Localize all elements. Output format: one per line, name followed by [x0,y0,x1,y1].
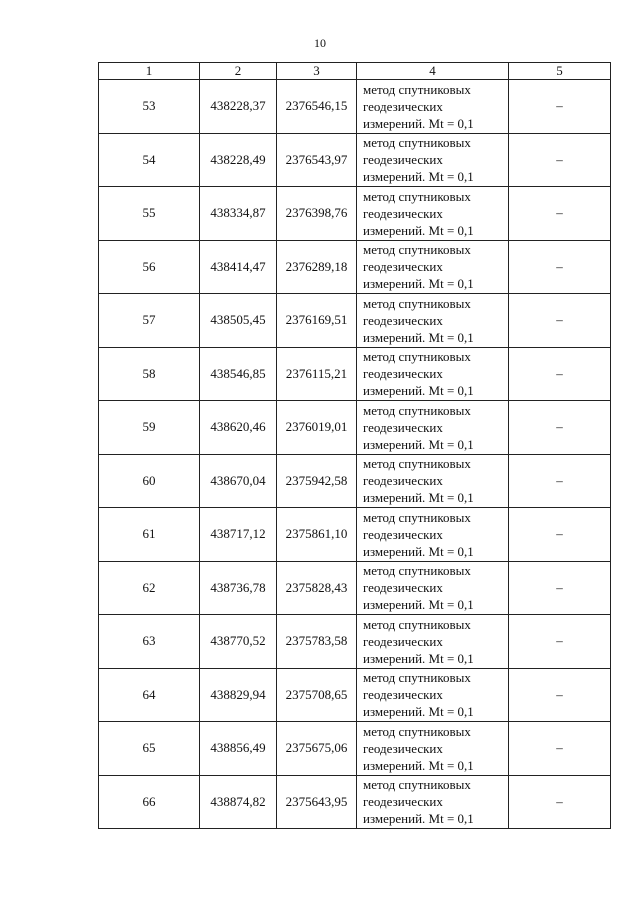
method-line: геодезических [363,259,443,275]
method-line: метод спутниковых [363,81,471,97]
table-row [99,508,611,562]
method-line: метод спутниковых [363,402,471,418]
method-description [357,775,509,829]
coordinate-x: 438228,37 [200,80,277,134]
method-line: геодезических [363,794,443,810]
coordinate-x: 438620,46 [200,401,277,455]
coordinates-table [98,62,611,829]
method-description [357,508,509,562]
method-description [357,615,509,669]
header-col-5: 5 [509,63,611,80]
table-row [99,454,611,508]
method-line: измерений. Mt = 0,1 [363,704,474,720]
coordinate-y: 2376289,18 [277,240,357,294]
note-dash: – [509,401,611,455]
note-dash: – [509,668,611,722]
method-line: измерений. Mt = 0,1 [363,757,474,773]
coordinate-x: 438505,45 [200,294,277,348]
point-number: 62 [99,561,200,615]
coordinate-x: 438717,12 [200,508,277,562]
coordinate-x: 438829,94 [200,668,277,722]
method-line: измерений. Mt = 0,1 [363,436,474,452]
method-line: метод спутниковых [363,723,471,739]
note-dash: – [509,80,611,134]
point-number: 58 [99,347,200,401]
table-row [99,561,611,615]
point-number: 53 [99,80,200,134]
method-description [357,561,509,615]
coordinate-x: 438414,47 [200,240,277,294]
note-dash: – [509,508,611,562]
method-line: метод спутниковых [363,349,471,365]
method-line: геодезических [363,740,443,756]
method-line: геодезических [363,687,443,703]
method-line: метод спутниковых [363,777,471,793]
table-row [99,775,611,829]
method-line: метод спутниковых [363,456,471,472]
method-line: измерений. Mt = 0,1 [363,329,474,345]
note-dash: – [509,187,611,241]
method-line: измерений. Mt = 0,1 [363,383,474,399]
note-dash: – [509,615,611,669]
table-row [99,615,611,669]
point-number: 63 [99,615,200,669]
header-col-3: 3 [277,63,357,80]
point-number: 65 [99,722,200,776]
point-number: 60 [99,454,200,508]
coordinate-y: 2376546,15 [277,80,357,134]
note-dash: – [509,722,611,776]
method-line: метод спутниковых [363,670,471,686]
method-line: геодезических [363,419,443,435]
coordinate-x: 438856,49 [200,722,277,776]
note-dash: – [509,775,611,829]
coordinate-y: 2376543,97 [277,133,357,187]
method-line: метод спутниковых [363,295,471,311]
coordinate-y: 2375643,95 [277,775,357,829]
header-col-2: 2 [200,63,277,80]
note-dash: – [509,294,611,348]
method-description [357,347,509,401]
coordinate-x: 438874,82 [200,775,277,829]
table-row [99,80,611,134]
coordinate-x: 438228,49 [200,133,277,187]
method-line: измерений. Mt = 0,1 [363,811,474,827]
method-line: геодезических [363,205,443,221]
table-row [99,133,611,187]
point-number: 61 [99,508,200,562]
table-row [99,294,611,348]
point-number: 56 [99,240,200,294]
coordinate-y: 2376115,21 [277,347,357,401]
method-description [357,294,509,348]
page-number: 10 [314,36,326,50]
method-description [357,668,509,722]
method-line: геодезических [363,473,443,489]
method-line: геодезических [363,633,443,649]
method-description [357,240,509,294]
method-description [357,133,509,187]
method-description [357,187,509,241]
table-row [99,240,611,294]
method-line: метод спутниковых [363,616,471,632]
coordinate-x: 438770,52 [200,615,277,669]
coordinate-x: 438736,78 [200,561,277,615]
method-line: метод спутниковых [363,509,471,525]
method-line: метод спутниковых [363,135,471,151]
coordinate-y: 2376398,76 [277,187,357,241]
coordinate-x: 438670,04 [200,454,277,508]
method-description [357,401,509,455]
coordinate-y: 2375783,58 [277,615,357,669]
method-line: геодезических [363,526,443,542]
header-col-4: 4 [357,63,509,80]
point-number: 66 [99,775,200,829]
note-dash: – [509,454,611,508]
table-header [99,63,611,80]
method-description [357,722,509,776]
table-row [99,722,611,776]
method-line: геодезических [363,98,443,114]
coordinate-y: 2375861,10 [277,508,357,562]
coordinate-x: 438546,85 [200,347,277,401]
method-line: геодезических [363,366,443,382]
method-description [357,80,509,134]
note-dash: – [509,347,611,401]
method-line: метод спутниковых [363,242,471,258]
table-body [99,80,611,829]
method-description [357,454,509,508]
note-dash: – [509,133,611,187]
point-number: 54 [99,133,200,187]
header-row [99,63,611,80]
point-number: 55 [99,187,200,241]
method-line: геодезических [363,580,443,596]
method-line: измерений. Mt = 0,1 [363,115,474,131]
point-number: 57 [99,294,200,348]
table-row [99,401,611,455]
method-line: измерений. Mt = 0,1 [363,597,474,613]
method-line: метод спутниковых [363,563,471,579]
method-line: измерений. Mt = 0,1 [363,276,474,292]
table-row [99,187,611,241]
coordinate-y: 2375675,06 [277,722,357,776]
coordinate-y: 2376169,51 [277,294,357,348]
coordinate-y: 2375828,43 [277,561,357,615]
coordinate-x: 438334,87 [200,187,277,241]
point-number: 64 [99,668,200,722]
coordinate-y: 2375942,58 [277,454,357,508]
header-col-1: 1 [99,63,200,80]
method-line: измерений. Mt = 0,1 [363,490,474,506]
note-dash: – [509,561,611,615]
table-row [99,347,611,401]
method-line: измерений. Mt = 0,1 [363,169,474,185]
coordinate-y: 2375708,65 [277,668,357,722]
method-line: измерений. Mt = 0,1 [363,650,474,666]
note-dash: – [509,240,611,294]
method-line: метод спутниковых [363,188,471,204]
point-number: 59 [99,401,200,455]
method-line: измерений. Mt = 0,1 [363,543,474,559]
coordinate-y: 2376019,01 [277,401,357,455]
method-line: геодезических [363,312,443,328]
table-row [99,668,611,722]
method-line: геодезических [363,152,443,168]
method-line: измерений. Mt = 0,1 [363,222,474,238]
